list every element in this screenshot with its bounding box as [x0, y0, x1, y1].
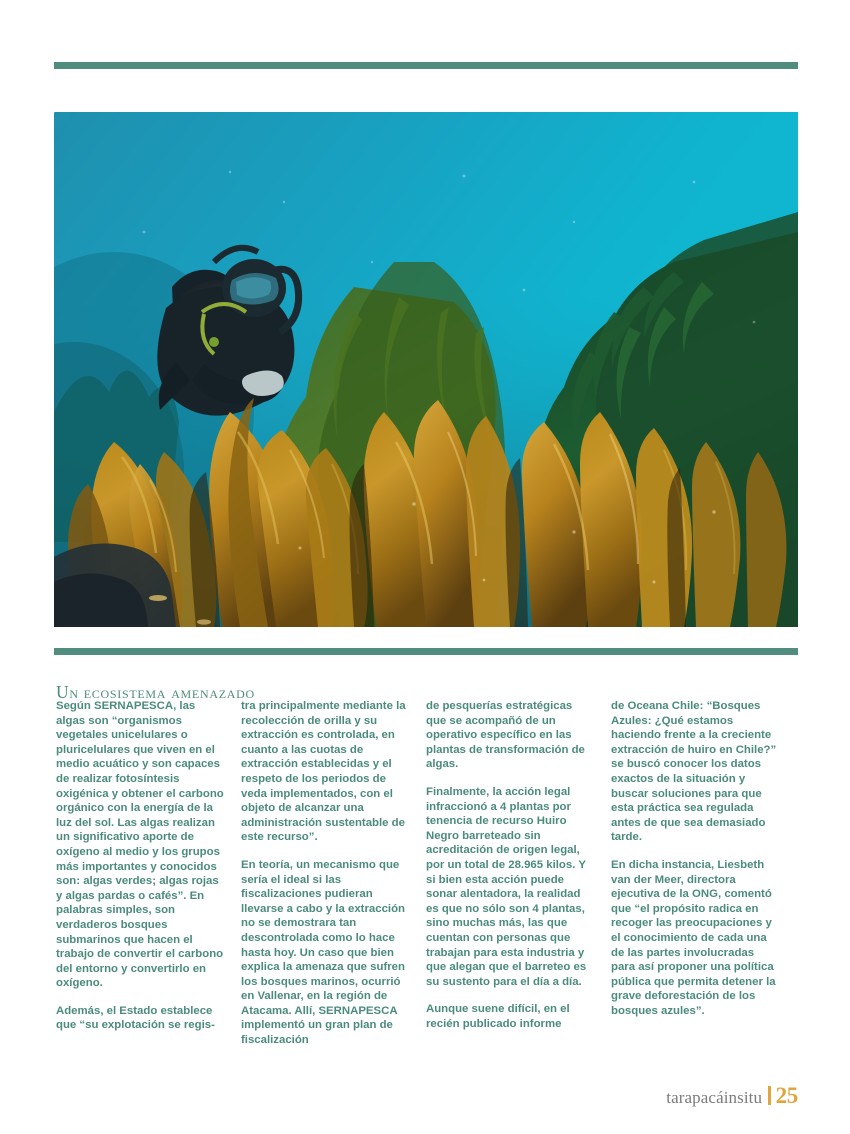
text-column-3 — [426, 699, 594, 1048]
page-number: 25 — [775, 1083, 798, 1108]
paragraph: Aunque suene difícil, en el recién publicado informe — [426, 1003, 570, 1030]
paragraph: de pesquerías estratégicas que se acompañó de un operativo específico en las plantas de transformación de algas. — [426, 700, 585, 771]
paragraph: En teoría, un mecanismo que sería el ideal si las fiscalizaciones pudieran llevarse a cabo y la extracción no se demostrara tan descontrolada como lo hace hasta hoy. Un caso que bien explica la amenaza que sufren los bosques marinos, ocurrió en Vallenar, en la región de Atacama. Allí, SERNAPESCA implementó un gran plan de fiscalización — [241, 858, 405, 1047]
magazine-brand: tarapacáinsitu — [666, 1088, 763, 1107]
page-footer — [666, 1083, 798, 1109]
paragraph: Además, el Estado establece que “su explotación se regis- — [56, 1004, 215, 1032]
text-column-4 — [611, 699, 779, 1048]
text-column-2 — [241, 699, 409, 1048]
article-body — [56, 699, 798, 1048]
text-column-1 — [56, 699, 224, 1048]
paragraph: tra principalmente mediante la recolección de orilla y su extracción es controlada, en cuanto a las cuotas de extracción establecidas y el respeto de los periodos de veda implementados, con el objeto de alcanzar una administración sustentable de este recurso”. — [241, 700, 406, 844]
underwater-kelp-forest-image — [54, 112, 798, 627]
photo-divider-rule — [54, 648, 798, 655]
paragraph: Según SERNAPESCA, las algas son “organismos vegetales unicelulares o pluricelulares que viven en el medio acuático y son capaces de realizar fotosíntesis oxigénica y obtener el carbono orgánico con la energía de la luz del sol. Las algas realizan un significativo aporte de oxígeno al medio y los grupos más importantes y conocidos son: algas verdes; algas rojas y algas pardas o cafés”. En palabras simples, son verdaderos bosques submarinos que hacen el trabajo de convertir el carbono del entorno y convertirlo en oxígeno. — [56, 700, 224, 990]
section-heading: Un ecosistema amenazado — [56, 681, 255, 702]
article-photo — [54, 112, 798, 627]
top-divider-rule — [54, 62, 798, 69]
paragraph: de Oceana Chile: “Bosques Azules: ¿Qué estamos haciendo frente a la creciente extracción de huiro en Chile?” se buscó conocer los datos exactos de la situación y buscar soluciones para que esta práctica sea regulada antes de que sea demasiado tarde. — [611, 700, 777, 844]
brand-separator — [768, 1086, 771, 1105]
paragraph: Finalmente, la acción legal infraccionó a 4 plantas por tenencia de recurso Huiro Negro barreteado sin acreditación de origen legal, por un total de 28.965 kilos. Y si bien esta acción puede sonar alentadora, la realidad es que no sólo son 4 plantas, sino muchas más, las que cuentan con personas que trabajan para esta industria y que alegan que el barreteo es su sustento para el día a día. — [426, 785, 587, 988]
paragraph: En dicha instancia, Liesbeth van der Meer, directora ejecutiva de la ONG, comentó que “el propósito radica en recoger las preocupaciones y el conocimiento de cada una de las partes involucradas para así proponer una política pública que permita detener la grave deforestación de los bosques azules”. — [611, 858, 776, 1017]
